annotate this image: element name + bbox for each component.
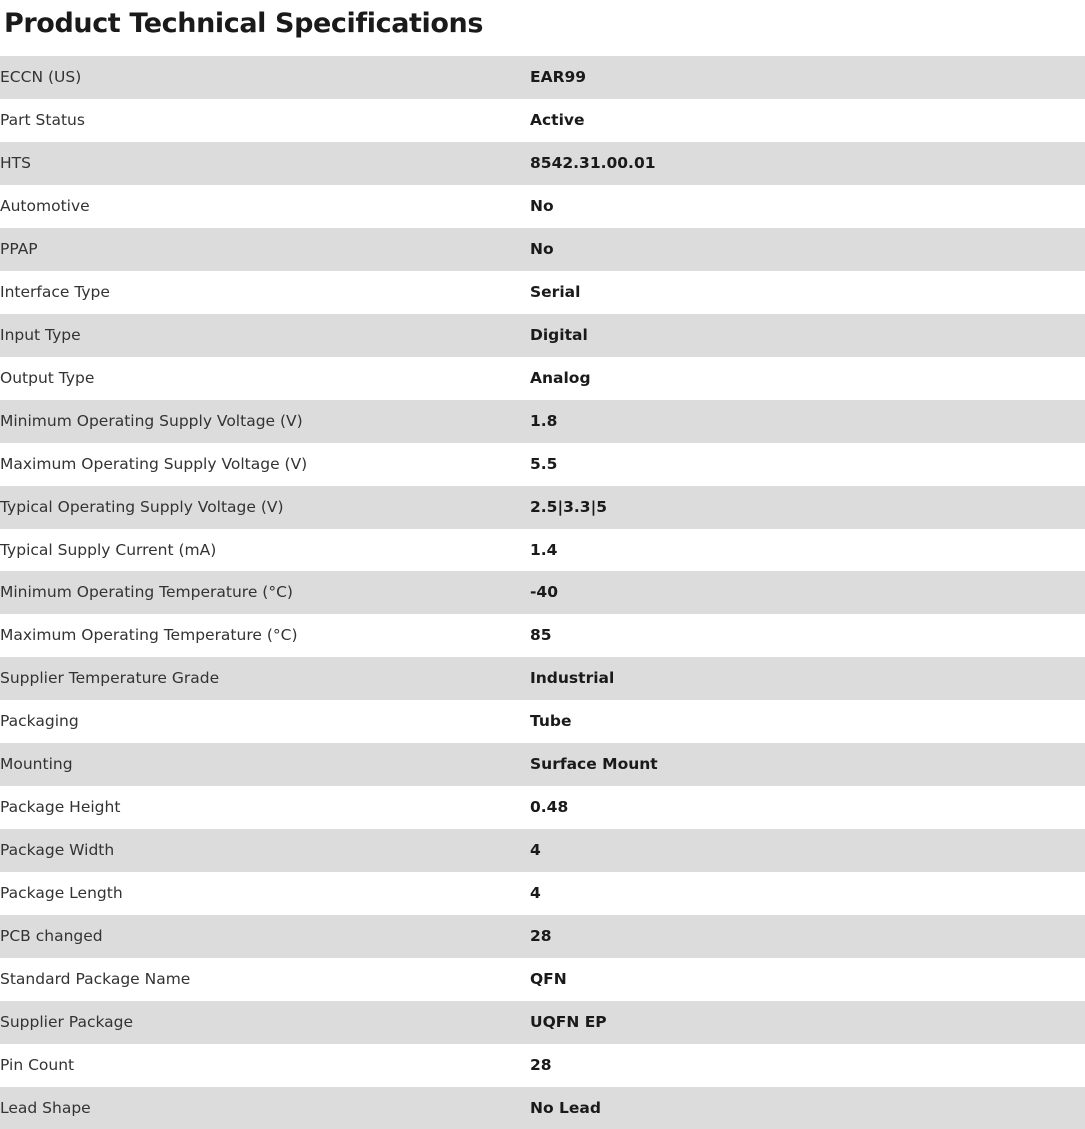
spec-label: Part Status	[0, 111, 85, 130]
spec-value: Tube	[530, 712, 572, 731]
spec-value: EAR99	[530, 68, 587, 87]
spec-label: Lead Shape	[0, 1098, 91, 1117]
spec-label: Maximum Operating Temperature (°C)	[0, 626, 298, 645]
spec-label: PPAP	[0, 240, 38, 259]
spec-value: No	[530, 197, 554, 216]
spec-label: Maximum Operating Supply Voltage (V)	[0, 454, 308, 473]
spec-value: 0.48	[530, 798, 569, 817]
spec-row	[0, 657, 1085, 700]
spec-row	[0, 700, 1085, 743]
spec-row	[0, 486, 1085, 529]
spec-value: Analog	[530, 368, 591, 387]
spec-value: 4	[530, 840, 541, 859]
specifications-table-body	[0, 56, 1085, 1129]
spec-row	[0, 872, 1085, 915]
spec-row	[0, 357, 1085, 400]
spec-row	[0, 56, 1085, 99]
spec-row	[0, 185, 1085, 228]
spec-value: Serial	[530, 283, 581, 301]
spec-value: 28	[530, 926, 552, 945]
spec-value: 5.5	[530, 454, 558, 473]
spec-value: 8542.31.00.01	[530, 154, 656, 173]
spec-label: Package Height	[0, 798, 121, 817]
spec-label: Pin Count	[0, 1055, 75, 1074]
spec-label: Package Length	[0, 883, 123, 902]
spec-row	[0, 958, 1085, 1001]
spec-value: 1.8	[530, 411, 558, 430]
spec-value: 4	[530, 883, 541, 902]
spec-row	[0, 614, 1085, 657]
spec-label: Package Width	[0, 840, 115, 859]
spec-row	[0, 743, 1085, 786]
spec-row	[0, 915, 1085, 958]
spec-row	[0, 1001, 1085, 1044]
spec-label: Typical Operating Supply Voltage (V)	[0, 497, 284, 516]
spec-value: Industrial	[530, 669, 615, 688]
specifications-table	[0, 56, 1085, 1129]
spec-label: Output Type	[0, 368, 95, 387]
spec-value: QFN	[530, 969, 567, 988]
spec-row	[0, 400, 1085, 443]
spec-row	[0, 829, 1085, 872]
spec-label: Input Type	[0, 325, 81, 344]
spec-row	[0, 443, 1085, 486]
spec-row	[0, 314, 1085, 357]
spec-label: PCB changed	[0, 926, 103, 945]
spec-label: Mounting	[0, 755, 73, 774]
spec-row	[0, 142, 1085, 185]
spec-label: Automotive	[0, 197, 90, 216]
spec-value: Surface Mount	[530, 755, 658, 774]
spec-label: Minimum Operating Supply Voltage (V)	[0, 411, 303, 430]
spec-label: HTS	[0, 154, 31, 173]
spec-label: ECCN (US)	[0, 68, 82, 87]
spec-label: Minimum Operating Temperature (°C)	[0, 583, 293, 602]
spec-value: -40	[530, 583, 559, 602]
spec-value: Active	[530, 111, 585, 130]
spec-value: UQFN EP	[530, 1012, 607, 1031]
spec-row	[0, 271, 1085, 314]
spec-value: Digital	[530, 325, 588, 344]
spec-label: Typical Supply Current (mA)	[0, 540, 217, 559]
spec-value: No Lead	[530, 1098, 601, 1117]
spec-row	[0, 228, 1085, 271]
spec-value: 28	[530, 1055, 552, 1074]
spec-row	[0, 1044, 1085, 1087]
spec-row	[0, 529, 1085, 572]
spec-value: 85	[530, 626, 552, 645]
spec-label: Packaging	[0, 712, 79, 731]
spec-value: 2.5|3.3|5	[530, 497, 608, 516]
spec-label: Standard Package Name	[0, 969, 191, 988]
spec-label: Interface Type	[0, 283, 110, 301]
spec-row	[0, 571, 1085, 614]
spec-value: No	[530, 240, 554, 259]
spec-value: 1.4	[530, 540, 558, 559]
page-title: Product Technical Specifications	[4, 8, 484, 39]
spec-label: Supplier Package	[0, 1012, 134, 1031]
spec-row	[0, 99, 1085, 142]
spec-row	[0, 1087, 1085, 1129]
spec-row	[0, 786, 1085, 829]
spec-label: Supplier Temperature Grade	[0, 669, 220, 688]
